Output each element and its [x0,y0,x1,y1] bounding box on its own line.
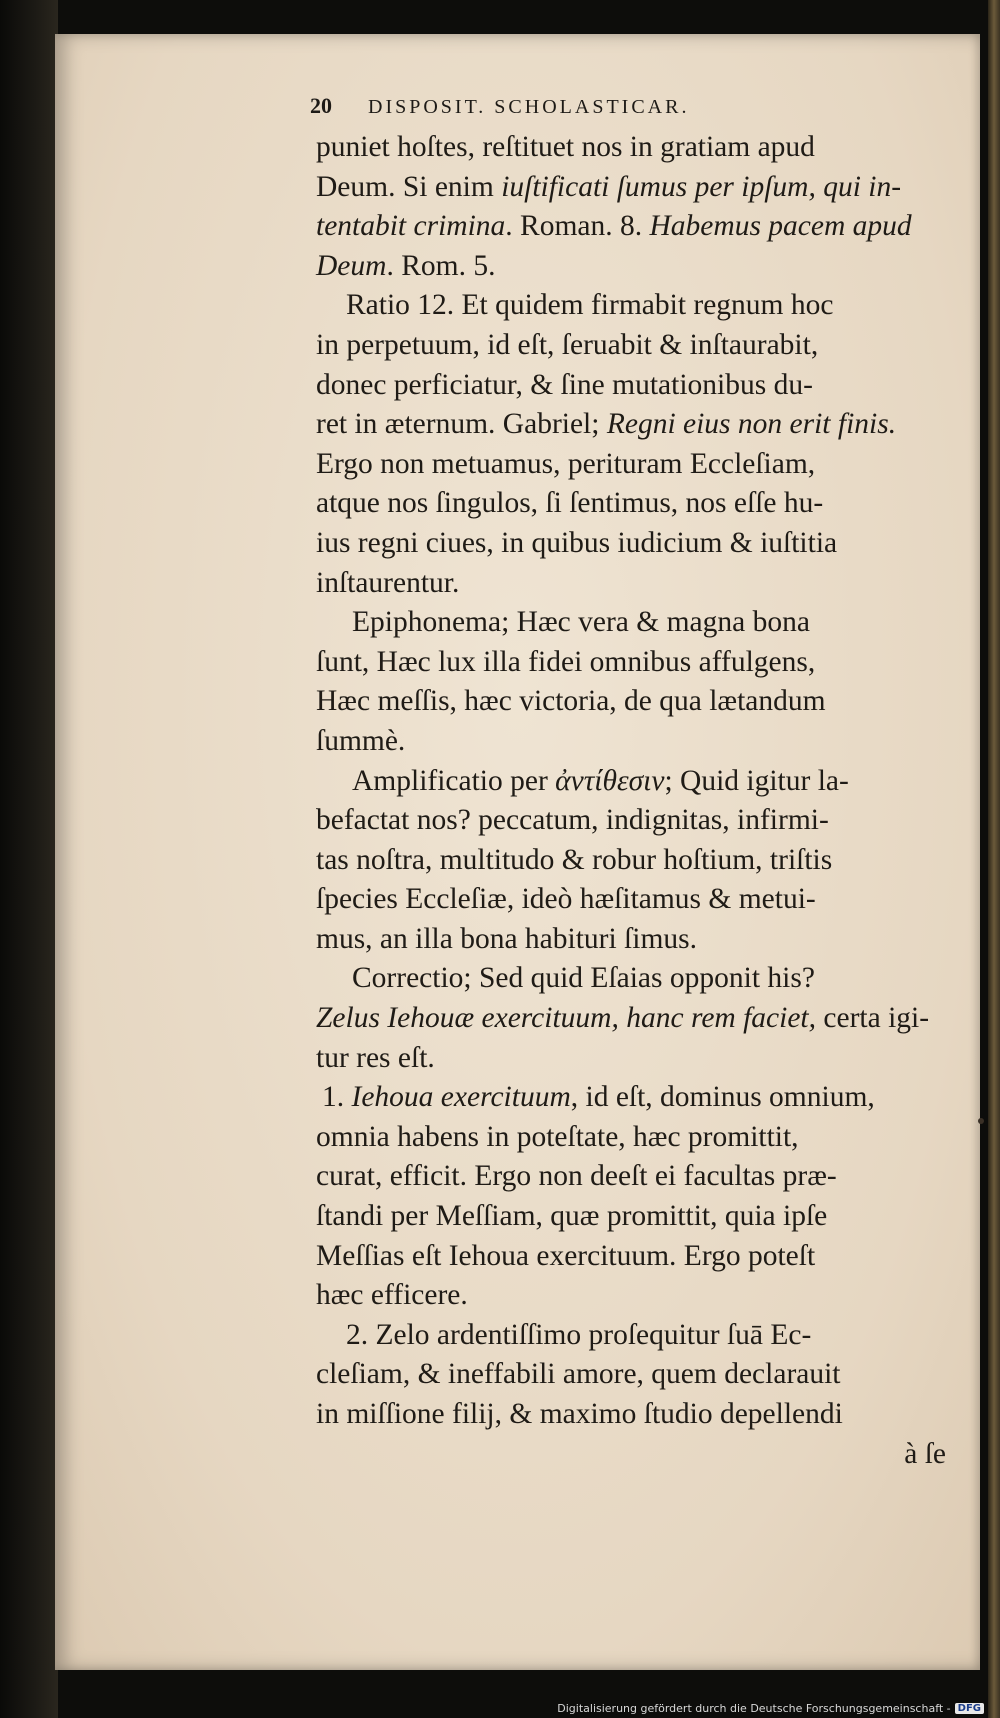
text-segment: ius regni ciues, in quibus iudicium & iuſtitia [316,526,838,559]
text-line [316,445,946,485]
text-line [316,722,946,762]
text-line [316,682,946,722]
page-number: 20 [310,93,332,118]
text-line [316,1355,946,1395]
text-line [316,603,946,643]
text-line [316,1197,946,1237]
italic-segment: Regni eius non erit finis. [606,408,897,441]
text-segment: curat, efficit. Ergo non deeſt ei facultas præ- [316,1160,837,1193]
text-segment: 1. [322,1081,352,1114]
text-segment: befactat nos? peccatum, indignitas, infirmi- [316,804,829,837]
italic-segment: tentabit crimina [316,210,506,243]
text-segment: atque nos ſingulos, ſi ſentimus, nos eſſe hu- [316,487,824,520]
text-line [316,999,946,1039]
footer [557,1702,984,1715]
text-line [316,1118,946,1158]
text-segment: tur res eſt. [316,1041,435,1074]
text-line [316,959,946,999]
text-line [316,1078,946,1118]
text-segment: cleſiam, & ineffabili amore, quem declarauit [316,1358,841,1391]
italic-segment: Deum [316,249,387,282]
text-segment: . Roman. 8. [505,210,650,243]
text-segment: Deum. Si enim [316,170,502,203]
text-line [316,247,946,287]
book-edge [988,0,1000,1718]
text-segment: Hæc meſſis, hæc victoria, de qua lætandum [316,685,826,718]
text-line [316,128,946,168]
text-segment: Meſſias eſt Iehoua exercituum. Ergo poteſt [316,1239,816,1272]
text-line [316,920,946,960]
text-segment: in miſſione filij, & maximo ſtudio depellendi [316,1398,843,1430]
text-line [316,1276,946,1316]
italic-segment: iuſtificati ſumus per ipſum, qui in- [501,170,902,203]
text-line [316,564,946,604]
text-segment: ret in æternum. Gabriel; [316,408,607,441]
text-line [316,286,946,326]
text-line [316,1157,946,1197]
text-segment: donec perficiatur, & ſine mutationibus du- [316,368,813,401]
text-segment: ſtandi per Meſſiam, quæ promittit, quia ipſe [316,1200,828,1233]
text-block [316,128,946,1474]
text-line [316,405,946,445]
text-line [316,762,946,802]
text-segment: in perpetuum, id eſt, ſeruabit & inſtaurabit, [316,328,819,361]
text-segment: hæc efficere. [316,1279,468,1312]
text-segment: mus, an illa bona habituri ſimus. [316,922,697,955]
text-segment: ; Quid igitur la- [664,764,849,797]
text-segment: 2. Zelo ardentiſſimo proſequitur ſuā Ec- [346,1318,812,1351]
text-segment: certa igi- [816,1002,930,1035]
text-line [316,326,946,366]
text-segment: . Rom. 5. [386,249,496,282]
catchword: à ſe [904,1437,946,1470]
text-line [316,484,946,524]
text-segment: omnia habens in poteſtate, hæc promittit, [316,1120,799,1153]
text-line [316,643,946,683]
text-line [316,1395,946,1435]
text-line [316,841,946,881]
text-line [316,880,946,920]
italic-segment: ἀντίθεσιν [555,764,665,797]
text-line [316,168,946,208]
text-segment: ſummè. [316,724,406,757]
footer-credit: Digitalisierung gefördert durch die Deutsche Forschungsgemeinschaft - [557,1702,951,1715]
text-segment: Epiphonema; Hæc vera & magna bona [352,606,810,639]
text-segment: ſpecies Eccleſiæ, ideò hæſitamus & metui- [316,883,816,916]
text-segment: Ergo non metuamus, perituram Eccleſiam, [316,447,816,480]
text-segment: inſtaurentur. [316,566,460,599]
book-spine-shadow [0,0,58,1718]
text-line [316,207,946,247]
text-line [316,1316,946,1356]
text-segment: puniet hoſtes, reſtituet nos in gratiam apud [316,131,815,163]
ink-speck [978,1118,984,1124]
text-segment: Ratio 12. Et quidem firmabit regnum hoc [346,289,834,322]
text-line [316,801,946,841]
dfg-logo: DFG [955,1703,984,1714]
text-line [316,524,946,564]
italic-segment: Iehoua exercituum [351,1081,571,1114]
italic-segment: Habemus pacem apud [649,210,912,243]
running-head: DISPOSIT. SCHOLASTICAR. [368,96,690,118]
text-line [316,1039,946,1079]
text-line [316,1237,946,1277]
text-segment: Amplificatio per [352,764,556,797]
text-segment: ſunt, Hæc lux illa fidei omnibus affulgens, [316,645,816,678]
text-segment: tas noſtra, multitudo & robur hoſtium, triſtis [316,843,833,876]
text-line [316,366,946,406]
italic-segment: Zelus Iehouæ exercituum, hanc rem faciet, [316,1002,817,1035]
text-segment: Correctio; Sed quid Eſaias opponit his? [352,962,815,995]
text-segment: , id eſt, dominus omnium, [570,1081,875,1114]
